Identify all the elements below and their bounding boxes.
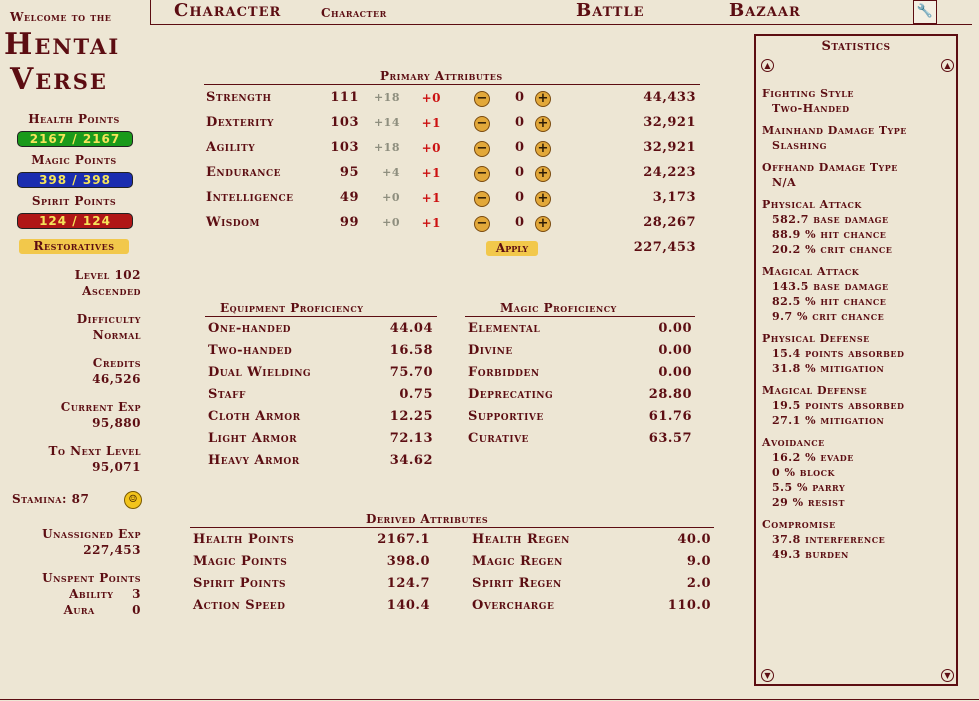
derived-name: Spirit Points bbox=[193, 576, 287, 591]
attribute-modifier: +1 bbox=[421, 216, 441, 230]
attribute-base: 49 bbox=[339, 190, 359, 205]
proficiency-name: One-handed bbox=[208, 321, 291, 336]
unassigned-info bbox=[42, 526, 141, 558]
proficiency-name: Two-handed bbox=[208, 343, 293, 358]
aura-label: Aura bbox=[63, 603, 95, 617]
proficiency-value: 0.75 bbox=[399, 387, 433, 402]
proficiency-value: 0.00 bbox=[658, 365, 692, 380]
proficiency-value: 75.70 bbox=[389, 365, 433, 380]
attribute-bonus: +0 bbox=[382, 191, 400, 204]
proficiency-name: Cloth Armor bbox=[208, 409, 301, 424]
attribute-name: Agility bbox=[206, 140, 256, 155]
increase-button[interactable]: + bbox=[535, 116, 551, 132]
derived-value: 2.0 bbox=[686, 576, 711, 591]
proficiency-value: 44.04 bbox=[389, 321, 433, 336]
decrease-button[interactable]: − bbox=[474, 216, 490, 232]
statistic-value: 5.5 % parry bbox=[772, 481, 846, 494]
derived-attributes-title: Derived Attributes bbox=[366, 512, 489, 526]
attribute-name: Intelligence bbox=[206, 190, 294, 205]
exp-info bbox=[61, 399, 141, 431]
difficulty-label: Difficulty bbox=[76, 312, 141, 326]
derived-value: 9.0 bbox=[686, 554, 711, 569]
attribute-bonus: +4 bbox=[382, 166, 400, 179]
scroll-up-left-icon[interactable]: ▲ bbox=[761, 59, 774, 72]
spirit-points-label: Spirit Points bbox=[31, 194, 117, 208]
statistic-value: 16.2 % evade bbox=[772, 451, 854, 464]
attribute-exp-cost: 24,223 bbox=[643, 165, 696, 180]
proficiency-value: 12.25 bbox=[389, 409, 433, 424]
credits-label: Credits bbox=[92, 356, 141, 370]
attribute-base: 95 bbox=[339, 165, 359, 180]
nav-underline bbox=[150, 24, 972, 25]
proficiency-name: Curative bbox=[468, 431, 529, 446]
statistic-value: 27.1 % mitigation bbox=[772, 414, 885, 427]
attribute-name: Dexterity bbox=[206, 115, 274, 130]
statistic-value: 82.5 % hit chance bbox=[772, 295, 887, 308]
proficiency-value: 61.76 bbox=[648, 409, 692, 424]
attribute-modifier: +1 bbox=[421, 191, 441, 205]
nav-character-sub[interactable]: Character bbox=[321, 6, 387, 20]
increase-button[interactable]: + bbox=[535, 91, 551, 107]
statistic-value: 49.3 burden bbox=[772, 548, 849, 561]
proficiency-name: Light Armor bbox=[208, 431, 298, 446]
magic-bar: 398 / 398 bbox=[17, 172, 133, 188]
attribute-bonus: +18 bbox=[373, 91, 400, 104]
ability-value: 3 bbox=[132, 587, 141, 601]
derived-value: 124.7 bbox=[386, 576, 430, 591]
statistic-heading: Avoidance bbox=[762, 436, 825, 449]
welcome-text: Welcome to the bbox=[10, 10, 112, 24]
derived-name: Magic Points bbox=[193, 554, 288, 569]
increase-button[interactable]: + bbox=[535, 166, 551, 182]
decrease-button[interactable]: − bbox=[474, 141, 490, 157]
bottom-border bbox=[0, 699, 979, 700]
attribute-bonus: +14 bbox=[373, 116, 400, 129]
attribute-name: Strength bbox=[206, 90, 272, 105]
magic-proficiency-title: Magic Proficiency bbox=[500, 301, 617, 315]
ability-row bbox=[42, 586, 141, 602]
increase-button[interactable]: + bbox=[535, 191, 551, 207]
derived-name: Overcharge bbox=[472, 598, 555, 613]
rank-text: Ascended bbox=[82, 284, 141, 298]
statistic-heading: Physical Defense bbox=[762, 332, 870, 345]
statistic-value: Two-Handed bbox=[772, 102, 850, 115]
scroll-up-right-icon[interactable]: ▲ bbox=[941, 59, 954, 72]
exp-value: 95,880 bbox=[92, 416, 141, 430]
statistic-value: 0 % block bbox=[772, 466, 835, 479]
attribute-exp-cost: 32,921 bbox=[643, 115, 696, 130]
stamina-text: Stamina: 87 bbox=[12, 492, 90, 506]
next-level-label: To Next Level bbox=[48, 444, 141, 458]
proficiency-name: Elemental bbox=[468, 321, 541, 336]
statistic-heading: Magical Attack bbox=[762, 265, 860, 278]
statistic-value: 143.5 base damage bbox=[772, 280, 889, 293]
derived-name: Spirit Regen bbox=[472, 576, 562, 591]
statistic-heading: Compromise bbox=[762, 518, 836, 531]
credits-info bbox=[92, 355, 141, 387]
decrease-button[interactable]: − bbox=[474, 191, 490, 207]
scroll-down-right-icon[interactable]: ▼ bbox=[941, 669, 954, 682]
level-text: Level 102 bbox=[74, 268, 141, 282]
statistic-value: 31.8 % mitigation bbox=[772, 362, 885, 375]
derived-value: 398.0 bbox=[386, 554, 430, 569]
proficiency-value: 0.00 bbox=[658, 343, 692, 358]
proficiency-value: 28.80 bbox=[648, 387, 692, 402]
statistic-heading: Fighting Style bbox=[762, 87, 854, 100]
smiley-icon: ☺ bbox=[124, 491, 142, 509]
proficiency-name: Divine bbox=[468, 343, 513, 358]
attribute-modifier: +1 bbox=[421, 116, 441, 130]
statistic-value: 88.9 % hit chance bbox=[772, 228, 887, 241]
credits-value: 46,526 bbox=[92, 372, 141, 386]
nav-bazaar[interactable]: Bazaar bbox=[729, 0, 801, 21]
magic-points-label: Magic Points bbox=[31, 153, 117, 167]
wrench-icon[interactable]: 🔧 bbox=[913, 0, 937, 24]
attribute-name: Wisdom bbox=[206, 215, 260, 230]
decrease-button[interactable]: − bbox=[474, 166, 490, 182]
attribute-exp-cost: 28,267 bbox=[643, 215, 696, 230]
next-level-info bbox=[49, 443, 141, 475]
attribute-exp-cost: 32,921 bbox=[643, 140, 696, 155]
statistic-heading: Offhand Damage Type bbox=[762, 161, 898, 174]
statistics-title: Statistics bbox=[821, 39, 891, 54]
attribute-base: 103 bbox=[330, 115, 359, 130]
primary-attributes-title: Primary Attributes bbox=[380, 69, 503, 83]
attribute-bonus: +0 bbox=[382, 216, 400, 229]
ability-label: Ability bbox=[69, 587, 114, 601]
next-level-value: 95,071 bbox=[92, 460, 141, 474]
difficulty-value: Normal bbox=[92, 328, 141, 342]
unspent-label: Unspent Points bbox=[42, 571, 141, 585]
attribute-base: 111 bbox=[330, 90, 359, 105]
statistic-heading: Physical Attack bbox=[762, 198, 862, 211]
logo-verse: Verse bbox=[10, 62, 108, 97]
attribute-base: 99 bbox=[339, 215, 359, 230]
proficiency-name: Heavy Armor bbox=[208, 453, 300, 468]
primary-divider bbox=[204, 84, 700, 85]
proficiency-name: Staff bbox=[208, 387, 246, 402]
derived-value: 2167.1 bbox=[377, 532, 430, 547]
statistic-heading: Magical Defense bbox=[762, 384, 868, 397]
scroll-down-left-icon[interactable]: ▼ bbox=[761, 669, 774, 682]
derived-name: Health Points bbox=[193, 532, 295, 547]
proficiency-name: Deprecating bbox=[468, 387, 554, 402]
attribute-assigned: 0 bbox=[515, 215, 525, 230]
health-bar: 2167 / 2167 bbox=[17, 131, 133, 147]
proficiency-value: 0.00 bbox=[658, 321, 692, 336]
aura-row bbox=[42, 602, 141, 618]
proficiency-name: Forbidden bbox=[468, 365, 540, 380]
unassigned-value: 227,453 bbox=[83, 543, 141, 557]
statistic-heading: Mainhand Damage Type bbox=[762, 124, 907, 137]
equipment-divider bbox=[205, 316, 437, 317]
magic-divider bbox=[465, 316, 695, 317]
statistics-panel[interactable] bbox=[754, 34, 958, 686]
attribute-exp-cost: 44,433 bbox=[643, 90, 696, 105]
proficiency-value: 72.13 bbox=[389, 431, 433, 446]
statistic-value: N/A bbox=[772, 176, 797, 189]
attribute-modifier: +1 bbox=[421, 166, 441, 180]
attribute-exp-cost: 3,173 bbox=[652, 190, 696, 205]
derived-name: Magic Regen bbox=[472, 554, 563, 569]
derived-name: Action Speed bbox=[193, 598, 286, 613]
nav-battle[interactable]: Battle bbox=[576, 0, 645, 21]
proficiency-name: Dual Wielding bbox=[208, 365, 312, 380]
nav-divider bbox=[150, 0, 151, 24]
nav-character[interactable]: Character bbox=[174, 0, 282, 21]
aura-value: 0 bbox=[132, 603, 141, 617]
proficiency-value: 16.58 bbox=[389, 343, 433, 358]
attribute-assigned: 0 bbox=[515, 115, 525, 130]
statistic-value: Slashing bbox=[772, 139, 827, 152]
attribute-base: 103 bbox=[330, 140, 359, 155]
proficiency-value: 34.62 bbox=[389, 453, 433, 468]
attribute-assigned: 0 bbox=[515, 140, 525, 155]
attribute-modifier: +0 bbox=[421, 91, 441, 105]
level-info bbox=[75, 267, 141, 299]
logo-hentai: Hentai bbox=[4, 27, 121, 62]
derived-divider bbox=[190, 527, 714, 528]
equipment-proficiency-title: Equipment Proficiency bbox=[220, 301, 364, 315]
exp-label: Current Exp bbox=[60, 400, 141, 414]
attribute-name: Endurance bbox=[206, 165, 282, 180]
statistic-value: 582.7 base damage bbox=[772, 213, 889, 226]
derived-value: 110.0 bbox=[667, 598, 711, 613]
statistic-value: 20.2 % crit chance bbox=[772, 243, 893, 256]
unspent-info bbox=[42, 570, 141, 618]
spirit-bar: 124 / 124 bbox=[17, 213, 133, 229]
increase-button[interactable]: + bbox=[535, 141, 551, 157]
difficulty-info bbox=[77, 311, 141, 343]
derived-value: 140.4 bbox=[386, 598, 430, 613]
proficiency-name: Supportive bbox=[468, 409, 544, 424]
attribute-bonus: +18 bbox=[373, 141, 400, 154]
statistic-value: 15.4 points absorbed bbox=[772, 347, 905, 360]
decrease-button[interactable]: − bbox=[474, 91, 490, 107]
attribute-assigned: 0 bbox=[515, 90, 525, 105]
restoratives-button[interactable]: Restoratives bbox=[19, 239, 129, 254]
statistic-value: 9.7 % crit chance bbox=[772, 310, 885, 323]
statistic-value: 19.5 points absorbed bbox=[772, 399, 905, 412]
derived-name: Health Regen bbox=[472, 532, 570, 547]
decrease-button[interactable]: − bbox=[474, 116, 490, 132]
apply-button[interactable]: Apply bbox=[486, 241, 538, 256]
attribute-modifier: +0 bbox=[421, 141, 441, 155]
primary-total-exp: 227,453 bbox=[633, 240, 696, 255]
health-points-label: Health Points bbox=[28, 112, 120, 126]
derived-value: 40.0 bbox=[677, 532, 711, 547]
statistic-value: 37.8 interference bbox=[772, 533, 886, 546]
statistic-value: 29 % resist bbox=[772, 496, 845, 509]
attribute-assigned: 0 bbox=[515, 165, 525, 180]
attribute-assigned: 0 bbox=[515, 190, 525, 205]
proficiency-value: 63.57 bbox=[648, 431, 692, 446]
unassigned-label: Unassigned Exp bbox=[42, 527, 141, 541]
increase-button[interactable]: + bbox=[535, 216, 551, 232]
